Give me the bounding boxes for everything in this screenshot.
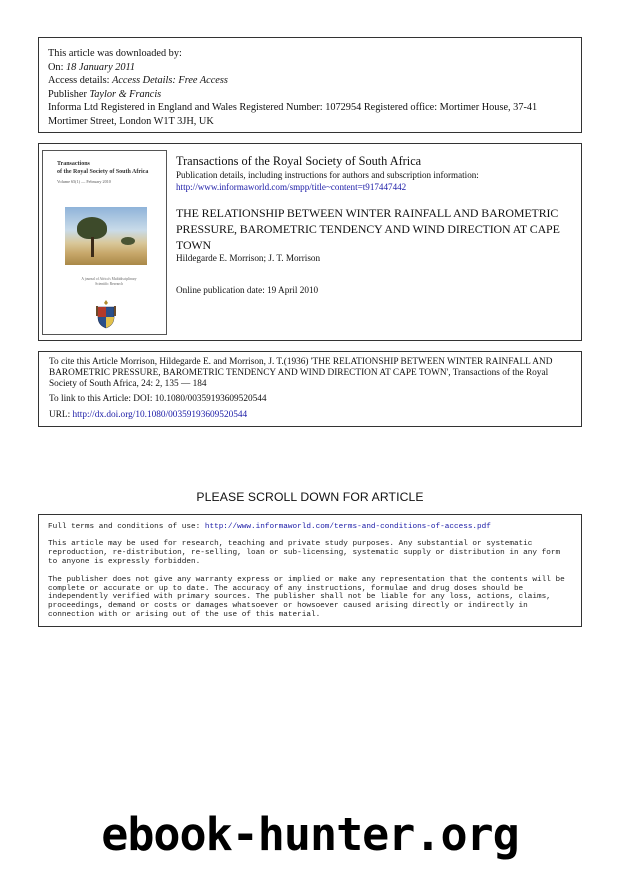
cover-volume: Volume 65(1) — February 2010 [57,179,111,184]
publisher-line: Publisher Taylor & Francis [48,88,162,100]
publisher-name: Taylor & Francis [89,88,162,100]
journal-title: Transactions of the Royal Society of South Africa [176,154,422,168]
journal-cover-image [42,150,167,335]
society-crest-icon [95,299,117,329]
citation-text: Morrison, Hildegarde E. and Morrison, J. T.(1936) 'THE RELATIONSHIP BETWEEN WINTER RAINFALL AND BAROMETRIC PRESSURE, BAROMETRIC TENDENCY AND WIND DIRECTION AT CAPE TOWN', Transactions of the Royal Society of South Africa, 24: 2, 135 — 184 [49,357,553,389]
download-info-box [38,37,582,133]
authors: Hildegarde E. Morrison; J. T. Morrison [176,253,321,263]
article-header-box [38,143,582,341]
full-terms-line: Full terms and conditions of use: http://www.informaworld.com/terms-and-conditions-of-access.pdf [48,523,491,531]
downloaded-by-line: This article was downloaded by: [48,48,182,59]
disclaimer: The publisher does not give any warranty express or implied or make any representation that the contents will be complete or accurate or up to date. The accuracy of any instructions, formulae and drug doses should be independently verified with primary sources. The publisher shall not be liable for any loss, actions, claims, proceedings, demand or costs or damages whatsoever or howsoever caused arising directly or indirectly in connection with or arising out of the use of this material. [48,575,565,620]
tree-trunk [91,237,94,257]
doi-value: 10.1080/00359193609520544 [154,393,267,404]
doi-line: To link to this Article: DOI: 10.1080/00359193609520544 [49,393,267,404]
terms-link[interactable]: http://www.informaworld.com/terms-and-conditions-of-access.pdf [204,523,491,531]
scroll-down-notice: PLEASE SCROLL DOWN FOR ARTICLE [196,490,424,504]
article-info [176,154,576,296]
registration-text: Informa Ltd Registered in England and Wales Registered Number: 1072954 Registered office: Mortimer House, 37-41 Mortimer Street, London W1T 3JH, UK [48,102,538,127]
cover-small-print: A journal of Africa's Multidisciplinary Scientific Research [81,277,137,286]
url-line: URL: http://dx.doi.org/10.1080/00359193609520544 [49,409,248,420]
download-date: 18 January 2011 [66,61,136,73]
access-details-line: Access details: Access Details: Free Access [48,75,228,87]
tree-canopy [77,217,107,239]
distant-tree [121,237,135,245]
online-publication-date: Online publication date: 19 April 2010 [176,285,319,295]
article-title: THE RELATIONSHIP BETWEEN WINTER RAINFALL AND BAROMETRIC PRESSURE, BAROMETRIC TENDENCY AND WIND DIRECTION AT CAPE TOWN [176,206,560,252]
watermark-text: ebook-hunter.org [101,808,519,861]
doi-url-link[interactable]: http://dx.doi.org/10.1080/00359193609520544 [72,409,248,420]
cover-title: Transactions of the Royal Society of South Africa [57,161,149,175]
cite-article: To cite this Article Morrison, Hildegarde E. and Morrison, J. T.(1936) 'THE RELATIONSHIP BETWEEN WINTER RAINFALL AND BAROMETRIC PRESSURE, BAROMETRIC TENDENCY AND WIND DIRECTION AT CAPE TOWN', Transactions of the Royal Society of South Africa, 24: 2, 135 — 184 [49,357,553,389]
citation-box [38,351,582,427]
usage-terms: This article may be used for research, teaching and private study purposes. Any substantial or systematic reproduction, re-distribution, re-selling, loan or sub-licensing, systematic supply or distribution in any form to anyone is expressly forbidden. [48,539,561,566]
access-details: Access Details: Free Access [112,75,228,87]
subscription-link[interactable]: http://www.informaworld.com/smpp/title~content=t917447442 [176,181,407,192]
terms-box [38,514,582,627]
publication-details: Publication details, including instructions for authors and subscription information: [176,170,479,180]
cover-photo [65,207,147,265]
download-date-line: On: 18 January 2011 [48,61,136,73]
